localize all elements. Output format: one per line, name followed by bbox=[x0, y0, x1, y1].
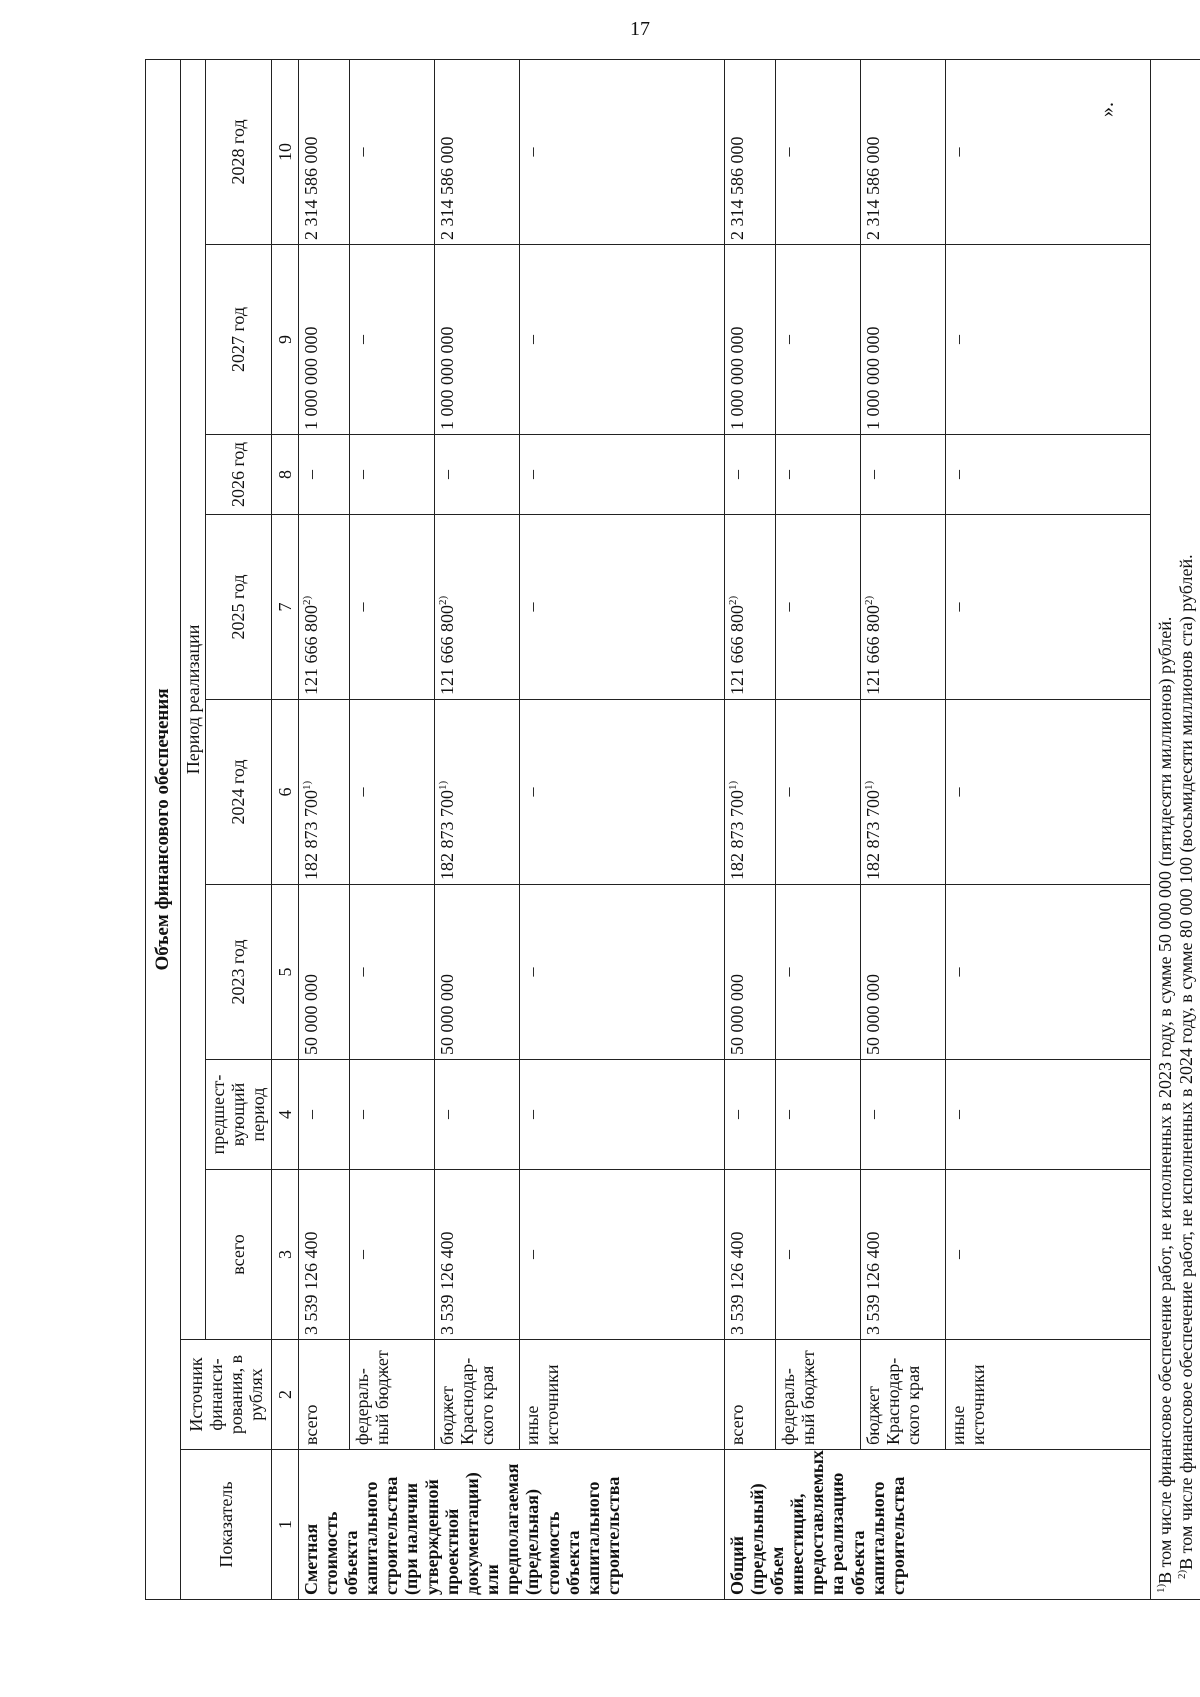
footnote-2: $^{2)}$В том числе финансовое обеспечение работ, не исполненных в 2024 году, в сумме 80 000 100 (восьмидесяти миллионов ста) рублей. bbox=[1176, 554, 1197, 1579]
col-number: 8 bbox=[271, 435, 298, 515]
value-cell: – bbox=[519, 435, 724, 515]
value-cell: 2 314 586 000 bbox=[434, 59, 519, 244]
col-number: 2 bbox=[271, 1340, 298, 1450]
closing-quote: ». bbox=[1096, 102, 1118, 117]
header-prev-period: предшест-вующий период bbox=[206, 1060, 271, 1170]
value-cell: – bbox=[945, 1060, 1150, 1170]
value-cell: – bbox=[298, 1060, 349, 1170]
value-cell: 182 873 700$^{1)}$ bbox=[298, 700, 349, 885]
value-cell: 3 539 126 400 bbox=[724, 1170, 775, 1340]
value-cell: 1 000 000 000 bbox=[860, 245, 945, 435]
table-row bbox=[434, 59, 519, 1599]
header-year-2025: 2025 год bbox=[206, 515, 271, 700]
value-cell: – bbox=[434, 1060, 519, 1170]
value-cell: – bbox=[519, 59, 724, 244]
header-period: Период реализации bbox=[181, 59, 206, 1339]
value-cell: – bbox=[775, 885, 860, 1060]
value-cell: – bbox=[349, 59, 434, 244]
col-number: 4 bbox=[271, 1060, 298, 1170]
value-cell: – bbox=[724, 435, 775, 515]
value-cell: 182 873 700$^{1)}$ bbox=[860, 700, 945, 885]
value-cell: – bbox=[349, 885, 434, 1060]
value-cell: – bbox=[945, 515, 1150, 700]
value-cell: 1 000 000 000 bbox=[298, 245, 349, 435]
source-cell: иные источники bbox=[519, 1340, 724, 1450]
col-number: 5 bbox=[271, 885, 298, 1060]
footnote-1: $^{1)}$В том числе финансовое обеспечение работ, не исполненных в 2023 году, в сумме 50 000 000 (пятидесяти миллионов) рублей. bbox=[1154, 616, 1175, 1593]
value-cell: 1 000 000 000 bbox=[434, 245, 519, 435]
page-number: 17 bbox=[630, 18, 650, 40]
value-cell: – bbox=[775, 245, 860, 435]
value-cell: – bbox=[945, 245, 1150, 435]
table-row bbox=[298, 59, 349, 1599]
value-cell: – bbox=[775, 435, 860, 515]
value-cell: – bbox=[945, 885, 1150, 1060]
indicator-cell: Общий (предельный) объем инвестиций, предоставляемых на реализацию объекта капитального строительства bbox=[724, 1450, 1150, 1600]
source-cell: иные источники bbox=[945, 1340, 1150, 1450]
table-row bbox=[860, 59, 945, 1599]
col-number: 1 bbox=[271, 1450, 298, 1600]
value-cell: – bbox=[519, 700, 724, 885]
header-indicator: Показатель bbox=[181, 1450, 272, 1600]
table-row bbox=[349, 59, 434, 1599]
value-cell: – bbox=[519, 1060, 724, 1170]
value-cell: – bbox=[349, 245, 434, 435]
source-cell: бюджет Краснодар-ского края bbox=[860, 1340, 945, 1450]
value-cell: – bbox=[775, 1060, 860, 1170]
source-cell: федераль-ный бюджет bbox=[349, 1340, 434, 1450]
value-cell: – bbox=[945, 59, 1150, 244]
table-row bbox=[724, 59, 775, 1599]
value-cell: 121 666 800$^{2)}$ bbox=[860, 515, 945, 700]
value-cell: 182 873 700$^{1)}$ bbox=[434, 700, 519, 885]
value-cell: – bbox=[519, 245, 724, 435]
header-year-2028: 2028 год bbox=[206, 59, 271, 244]
table-row bbox=[775, 59, 860, 1599]
header-year-2026: 2026 год bbox=[206, 435, 271, 515]
value-cell: 50 000 000 bbox=[724, 885, 775, 1060]
value-cell: 2 314 586 000 bbox=[724, 59, 775, 244]
value-cell: – bbox=[519, 1170, 724, 1340]
value-cell: – bbox=[775, 59, 860, 244]
source-cell: бюджет Краснодар-ского края bbox=[434, 1340, 519, 1450]
value-cell: – bbox=[724, 1060, 775, 1170]
value-cell: 50 000 000 bbox=[434, 885, 519, 1060]
source-cell: всего bbox=[724, 1340, 775, 1450]
value-cell: – bbox=[775, 700, 860, 885]
rotated-table-container bbox=[145, 60, 1197, 1600]
header-year-2023: 2023 год bbox=[206, 885, 271, 1060]
value-cell: – bbox=[775, 1170, 860, 1340]
value-cell: – bbox=[349, 435, 434, 515]
source-cell: всего bbox=[298, 1340, 349, 1450]
value-cell: 121 666 800$^{2)}$ bbox=[298, 515, 349, 700]
col-number: 6 bbox=[271, 700, 298, 885]
col-number: 9 bbox=[271, 245, 298, 435]
col-number: 3 bbox=[271, 1170, 298, 1340]
value-cell: – bbox=[860, 435, 945, 515]
value-cell: – bbox=[519, 885, 724, 1060]
value-cell: – bbox=[860, 1060, 945, 1170]
table-row bbox=[519, 59, 724, 1599]
value-cell: 2 314 586 000 bbox=[298, 59, 349, 244]
table-row bbox=[945, 59, 1150, 1599]
value-cell: 3 539 126 400 bbox=[860, 1170, 945, 1340]
value-cell: – bbox=[298, 435, 349, 515]
financing-table bbox=[145, 59, 1200, 1600]
value-cell: 121 666 800$^{2)}$ bbox=[724, 515, 775, 700]
source-cell: федераль-ный бюджет bbox=[775, 1340, 860, 1450]
value-cell: 3 539 126 400 bbox=[434, 1170, 519, 1340]
col-number: 7 bbox=[271, 515, 298, 700]
indicator-cell: Сметная стоимость объекта капитального строительства (при наличии утвержденной проектной документации) или предполагаемая (предельная) стоимость объекта капитального строительства bbox=[298, 1450, 724, 1600]
value-cell: 2 314 586 000 bbox=[860, 59, 945, 244]
value-cell: – bbox=[945, 435, 1150, 515]
value-cell: 182 873 700$^{1)}$ bbox=[724, 700, 775, 885]
value-cell: – bbox=[945, 700, 1150, 885]
value-cell: 50 000 000 bbox=[860, 885, 945, 1060]
value-cell: 121 666 800$^{2)}$ bbox=[434, 515, 519, 700]
col-number: 10 bbox=[271, 59, 298, 244]
value-cell: – bbox=[349, 515, 434, 700]
value-cell: 50 000 000 bbox=[298, 885, 349, 1060]
value-cell: – bbox=[775, 515, 860, 700]
value-cell: – bbox=[945, 1170, 1150, 1340]
header-source: Источник финанси-рования, в рублях bbox=[181, 1340, 272, 1450]
header-total: всего bbox=[206, 1170, 271, 1340]
footnotes bbox=[1150, 59, 1200, 1599]
header-year-2027: 2027 год bbox=[206, 245, 271, 435]
value-cell: – bbox=[519, 515, 724, 700]
value-cell: 1 000 000 000 bbox=[724, 245, 775, 435]
value-cell: – bbox=[434, 435, 519, 515]
value-cell: – bbox=[349, 1060, 434, 1170]
value-cell: – bbox=[349, 700, 434, 885]
header-year-2024: 2024 год bbox=[206, 700, 271, 885]
value-cell: – bbox=[349, 1170, 434, 1340]
value-cell: 3 539 126 400 bbox=[298, 1170, 349, 1340]
table-title: Объем финансового обеспечения bbox=[146, 59, 181, 1599]
